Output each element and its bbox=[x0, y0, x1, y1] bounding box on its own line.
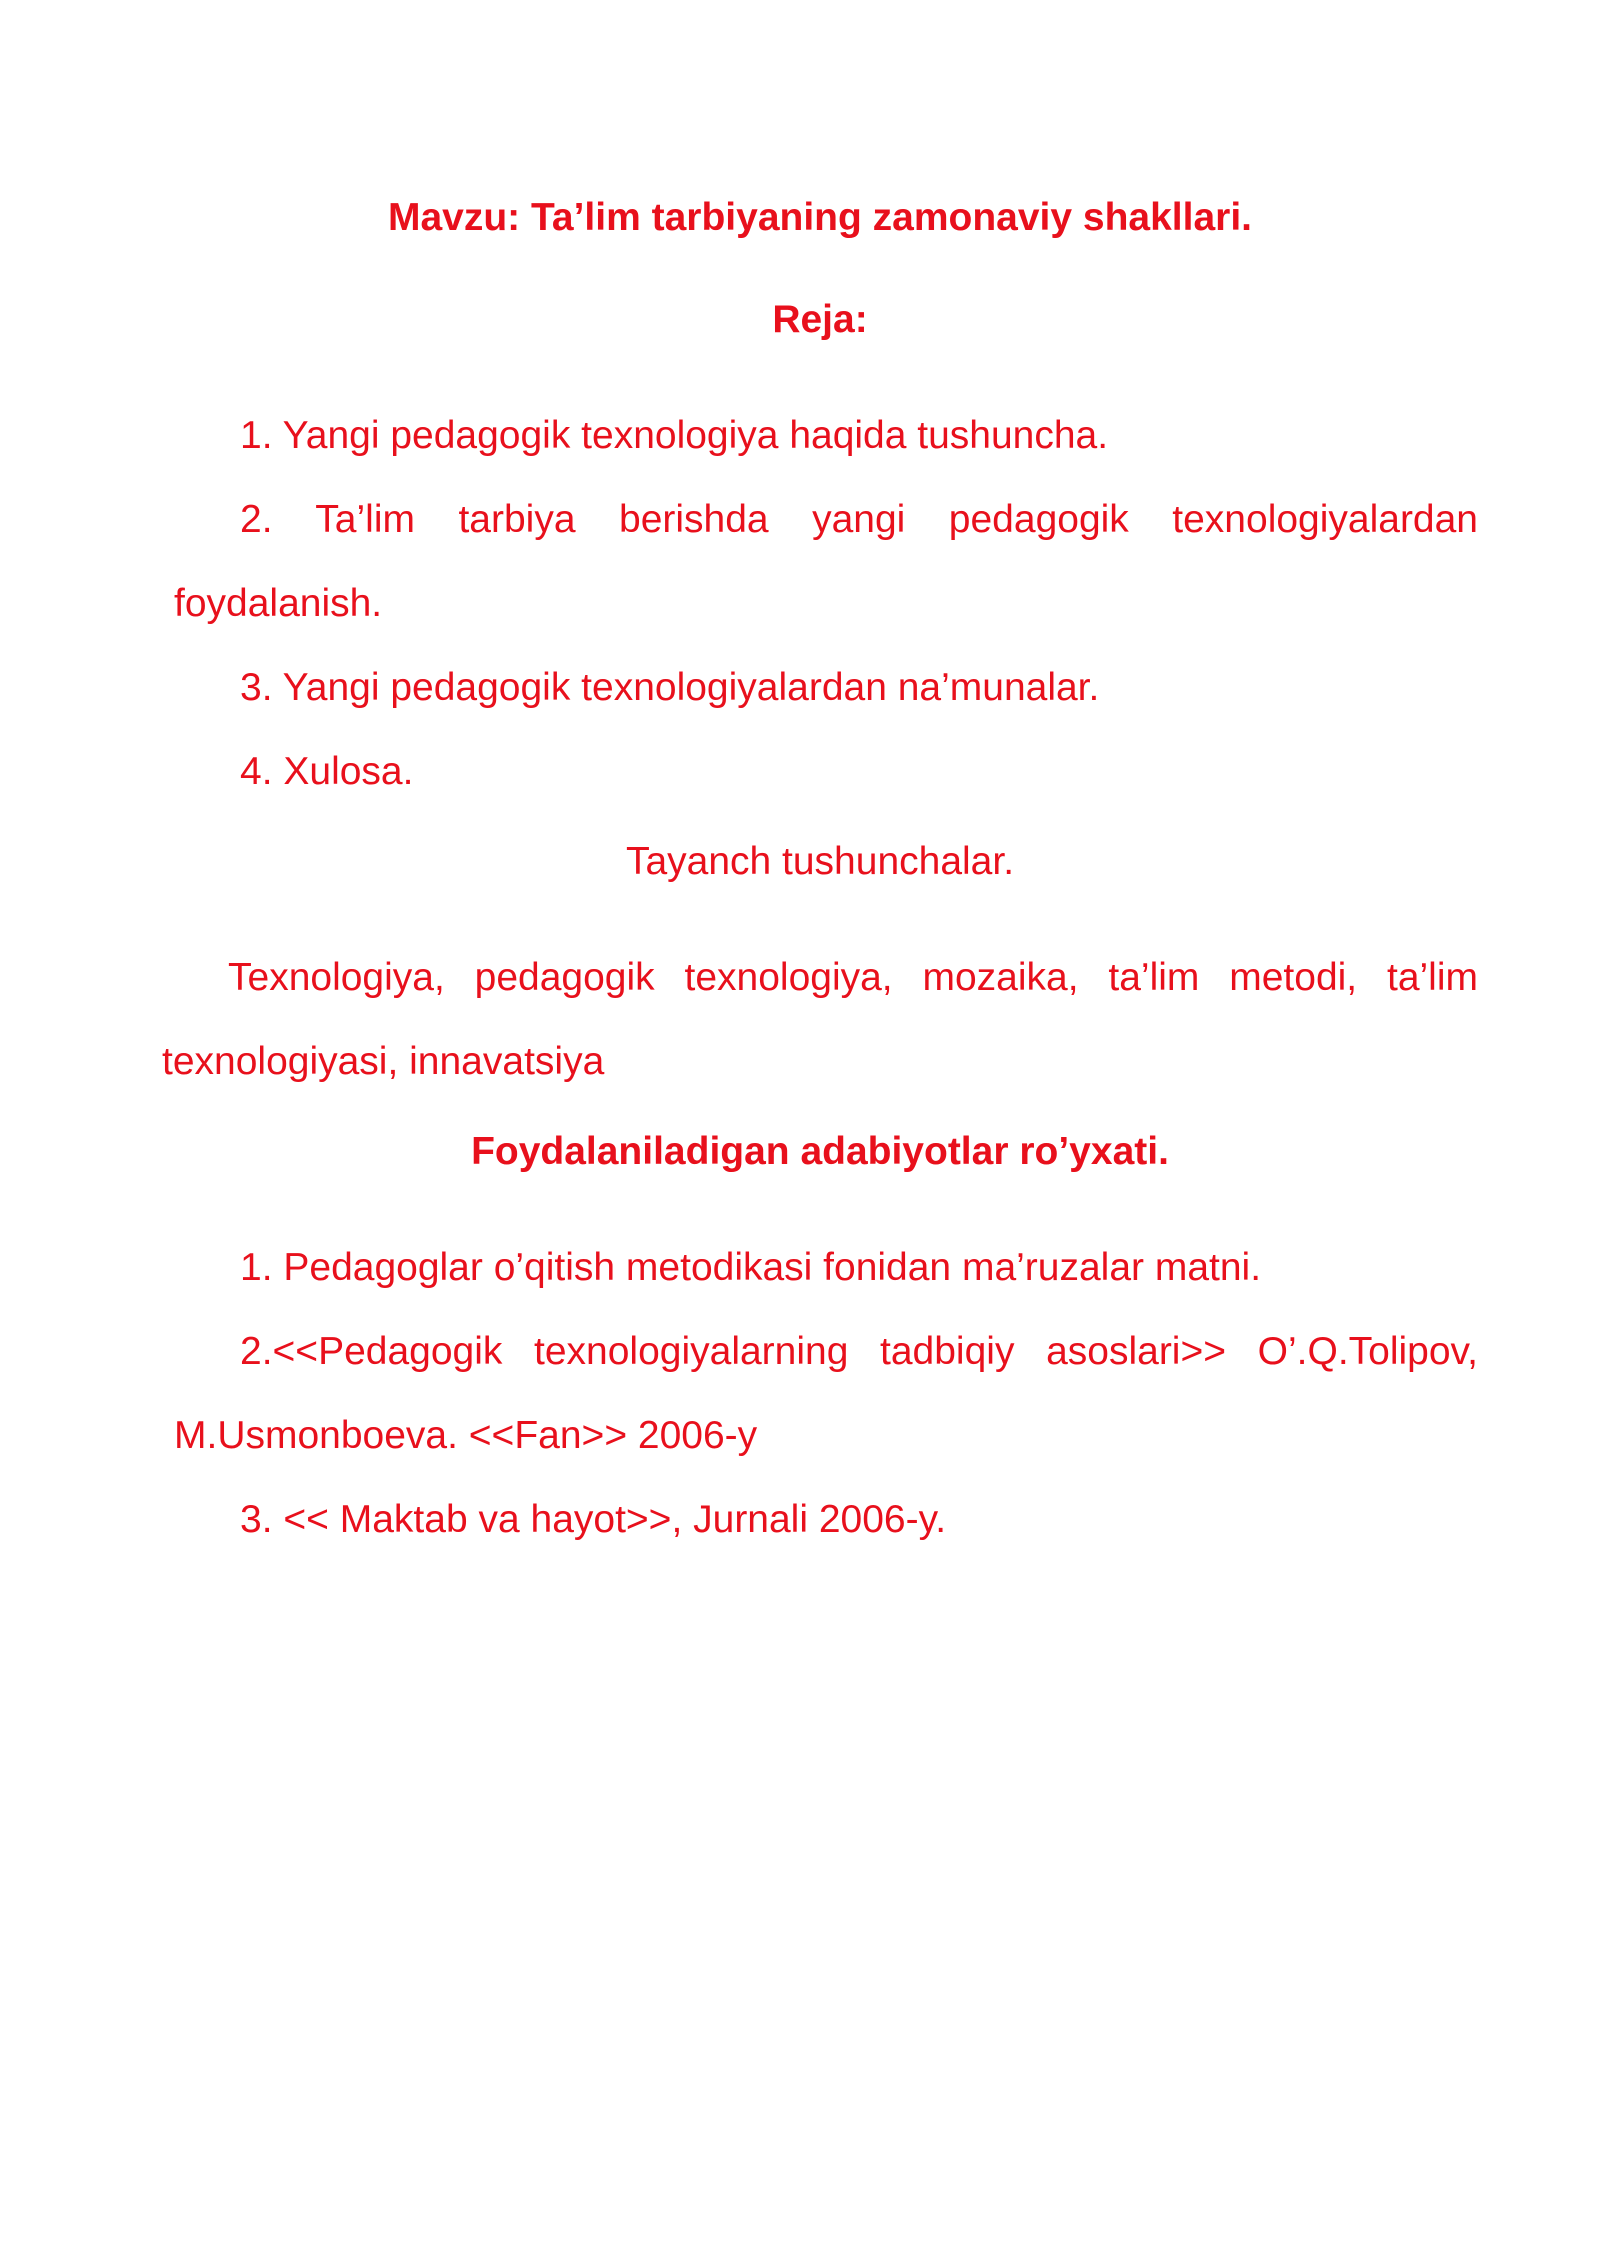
plan-heading: Reja: bbox=[772, 298, 868, 341]
plan-item: 4. Xulosa. bbox=[240, 750, 414, 793]
document-title: Mavzu: Ta’lim tarbiyaning zamonaviy shakllari. bbox=[387, 196, 1253, 239]
references-list bbox=[162, 1226, 1478, 1562]
key-concepts-heading: Tayanch tushunchalar. bbox=[625, 840, 1015, 883]
references-heading: Foydalaniladigan adabiyotlar ro’yxati. bbox=[471, 1130, 1169, 1173]
plan-item: 3. Yangi pedagogik texnologiyalardan na’munalar. bbox=[240, 666, 1100, 709]
key-concepts-text: Texnologiya, pedagogik texnologiya, mozaika, ta’lim metodi, ta’lim texnologiyasi, innavatsiya bbox=[162, 956, 1478, 1083]
plan-list bbox=[162, 394, 1478, 814]
plan-item: 2. Ta’lim tarbiya berishda yangi pedagogik texnologiyalardan foydalanish. bbox=[174, 498, 1478, 625]
reference-item: 2.<<Pedagogik texnologiyalarning tadbiqiy asoslari>> O’.Q.Tolipov, M.Usmonboeva. <<Fan>> 2006-y bbox=[174, 1330, 1478, 1457]
reference-item: 3. << Maktab va hayot>>, Jurnali 2006-y. bbox=[240, 1498, 947, 1541]
document-content bbox=[162, 190, 1478, 1582]
key-concepts-block bbox=[162, 936, 1478, 1104]
plan-item: 1. Yangi pedagogik texnologiya haqida tushuncha. bbox=[240, 414, 1109, 457]
reference-item: 1. Pedagoglar o’qitish metodikasi fonidan ma’ruzalar matni. bbox=[240, 1246, 1262, 1289]
